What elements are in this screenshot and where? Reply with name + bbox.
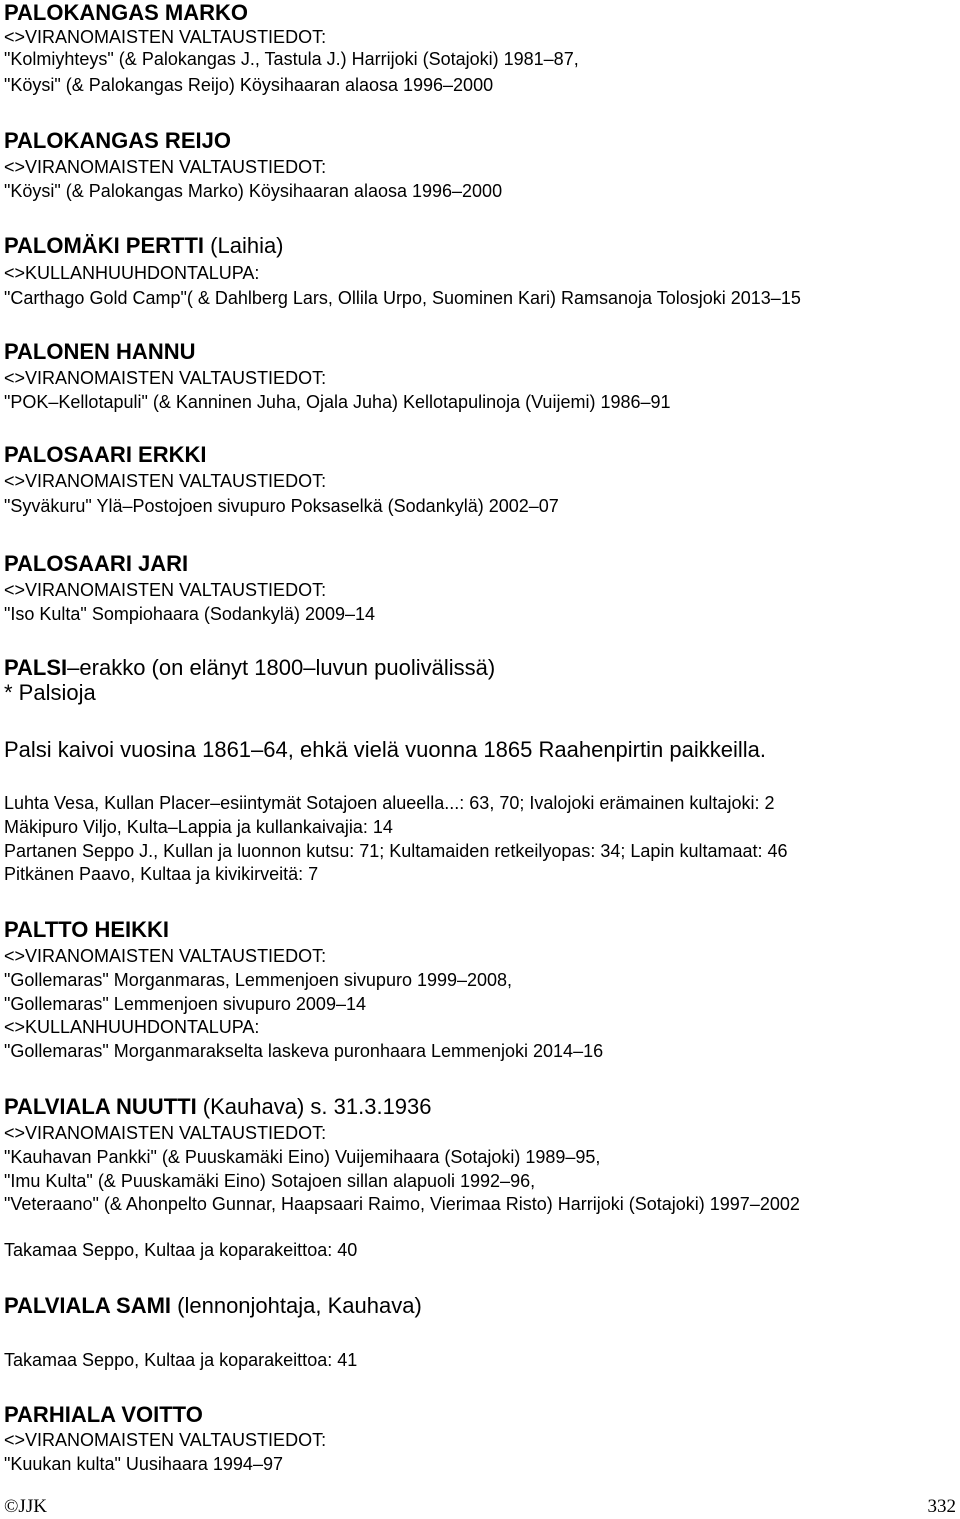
entry-line bbox=[4, 840, 788, 862]
entry-name: PALSI bbox=[4, 655, 68, 680]
entry-line bbox=[4, 156, 326, 178]
entry-line bbox=[4, 26, 326, 48]
entry-text: "Köysi" (& Palokangas Marko) Köysihaaran alaosa 1996–2000 bbox=[4, 181, 503, 201]
entry-name: PALOKANGAS MARKO bbox=[4, 0, 249, 25]
entry-text: <>KULLANHUUHDONTALUPA: bbox=[4, 263, 260, 283]
entry-name: PALOSAARI JARI bbox=[4, 551, 189, 576]
entry-text: <>VIRANOMAISTEN VALTAUSTIEDOT: bbox=[4, 27, 327, 47]
entry-text: <>VIRANOMAISTEN VALTAUSTIEDOT: bbox=[4, 1430, 327, 1450]
entry-heading bbox=[4, 233, 284, 259]
entry-text: "Köysi" (& Palokangas Reijo) Köysihaaran alaosa 1996–2000 bbox=[4, 75, 494, 95]
entry-text: "Gollemaras" Morganmarakselta laskeva puronhaara Lemmenjoki 2014–16 bbox=[4, 1041, 604, 1061]
entry-text: –erakko (on elänyt 1800–luvun puolivälissä) bbox=[67, 655, 496, 680]
entry-heading bbox=[4, 655, 495, 681]
entry-text: (Kauhava) s. 31.3.1936 bbox=[196, 1094, 432, 1119]
entry-line bbox=[4, 180, 502, 202]
entry-text: * Palsioja bbox=[4, 680, 96, 705]
entry-heading bbox=[4, 1293, 422, 1319]
entry-line bbox=[4, 737, 766, 763]
entry-name: PALONEN HANNU bbox=[4, 339, 196, 364]
entry-heading bbox=[4, 917, 169, 943]
entry-heading bbox=[4, 0, 248, 26]
entry-text: <>VIRANOMAISTEN VALTAUSTIEDOT: bbox=[4, 946, 327, 966]
entry-name: PALVIALA NUUTTI bbox=[4, 1094, 197, 1119]
entry-text: Mäkipuro Viljo, Kulta–Lappia ja kullankaivajia: 14 bbox=[4, 817, 393, 837]
entry-line bbox=[4, 1016, 259, 1038]
entry-line bbox=[4, 367, 326, 389]
entry-heading bbox=[4, 1094, 432, 1120]
entry-name: PALVIALA SAMI bbox=[4, 1293, 172, 1318]
entry-line bbox=[4, 1146, 600, 1168]
entry-line bbox=[4, 48, 579, 70]
entry-line bbox=[4, 603, 375, 625]
entry-heading bbox=[4, 551, 188, 577]
entry-line bbox=[4, 287, 801, 309]
entry-text: Takamaa Seppo, Kultaa ja koparakeittoa: 41 bbox=[4, 1350, 358, 1370]
entry-line bbox=[4, 969, 512, 991]
entry-text: "Veteraano" (& Ahonpelto Gunnar, Haapsaari Raimo, Vierimaa Risto) Harrijoki (Sotajoki) 1997–2002 bbox=[4, 1194, 800, 1214]
entry-heading bbox=[4, 128, 231, 154]
entry-text: "Gollemaras" Lemmenjoen sivupuro 2009–14 bbox=[4, 994, 366, 1014]
entry-line bbox=[4, 680, 96, 706]
entry-heading bbox=[4, 442, 207, 468]
entry-line bbox=[4, 495, 559, 517]
entry-line bbox=[4, 391, 671, 413]
entry-heading bbox=[4, 339, 195, 365]
entry-line bbox=[4, 1349, 357, 1371]
entry-line bbox=[4, 1453, 283, 1475]
entry-text: (Laihia) bbox=[204, 233, 284, 258]
entry-text: "Kuukan kulta" Uusihaara 1994–97 bbox=[4, 1454, 283, 1474]
entry-line bbox=[4, 792, 774, 814]
copyright-text: ©JJK bbox=[4, 1496, 47, 1517]
entry-text: "POK–Kellotapuli" (& Kanninen Juha, Ojala Juha) Kellotapulinoja (Vuijemi) 1986–91 bbox=[4, 392, 671, 412]
entry-line bbox=[4, 945, 326, 967]
entry-name: PALOMÄKI PERTTI bbox=[4, 233, 205, 258]
page-number: 332 bbox=[927, 1496, 956, 1517]
entry-text: Takamaa Seppo, Kultaa ja koparakeittoa: 40 bbox=[4, 1240, 358, 1260]
entry-text: "Syväkuru" Ylä–Postojoen sivupuro Poksaselkä (Sodankylä) 2002–07 bbox=[4, 496, 559, 516]
entry-text: <>VIRANOMAISTEN VALTAUSTIEDOT: bbox=[4, 580, 327, 600]
entry-line bbox=[4, 816, 393, 838]
entry-text: Palsi kaivoi vuosina 1861–64, ehkä vielä vuonna 1865 Raahenpirtin paikkeilla. bbox=[4, 737, 766, 762]
entry-text: "Kolmiyhteys" (& Palokangas J., Tastula J.) Harrijoki (Sotajoki) 1981–87, bbox=[4, 49, 579, 69]
entry-line bbox=[4, 579, 326, 601]
entry-line bbox=[4, 1170, 535, 1192]
entry-text: <>VIRANOMAISTEN VALTAUSTIEDOT: bbox=[4, 368, 327, 388]
entry-line bbox=[4, 262, 259, 284]
entry-text: "Gollemaras" Morganmaras, Lemmenjoen sivupuro 1999–2008, bbox=[4, 970, 513, 990]
entry-text: Partanen Seppo J., Kullan ja luonnon kutsu: 71; Kultamaiden retkeilyopas: 34; Lapin kultamaat: 46 bbox=[4, 841, 788, 861]
entry-line bbox=[4, 863, 318, 885]
entry-name: PARHIALA VOITTO bbox=[4, 1402, 203, 1427]
entry-text: <>KULLANHUUHDONTALUPA: bbox=[4, 1017, 260, 1037]
entry-line bbox=[4, 1239, 357, 1261]
entry-line bbox=[4, 470, 326, 492]
entry-text: <>VIRANOMAISTEN VALTAUSTIEDOT: bbox=[4, 471, 327, 491]
entry-text: <>VIRANOMAISTEN VALTAUSTIEDOT: bbox=[4, 1123, 327, 1143]
entry-text: <>VIRANOMAISTEN VALTAUSTIEDOT: bbox=[4, 157, 327, 177]
entry-text: "Iso Kulta" Sompiohaara (Sodankylä) 2009–14 bbox=[4, 604, 376, 624]
entry-name: PALOSAARI ERKKI bbox=[4, 442, 207, 467]
entry-name: PALTTO HEIKKI bbox=[4, 917, 169, 942]
entry-line bbox=[4, 993, 366, 1015]
entry-text: (lennonjohtaja, Kauhava) bbox=[171, 1293, 422, 1318]
entry-line bbox=[4, 1040, 603, 1062]
entry-name: PALOKANGAS REIJO bbox=[4, 128, 231, 153]
entry-line bbox=[4, 1429, 326, 1451]
entry-text: "Carthago Gold Camp"( & Dahlberg Lars, Ollila Urpo, Suominen Kari) Ramsanoja Tolosjoki 2013–15 bbox=[4, 288, 801, 308]
entry-heading bbox=[4, 1402, 203, 1428]
page-footer bbox=[0, 1496, 960, 1518]
entry-line bbox=[4, 1122, 326, 1144]
entry-text: Pitkänen Paavo, Kultaa ja kivikirveitä: 7 bbox=[4, 864, 319, 884]
entry-text: "Kauhavan Pankki" (& Puuskamäki Eino) Vuijemihaara (Sotajoki) 1989–95, bbox=[4, 1147, 601, 1167]
entry-line bbox=[4, 1193, 800, 1215]
entry-text: "Imu Kulta" (& Puuskamäki Eino) Sotajoen sillan alapuoli 1992–96, bbox=[4, 1171, 536, 1191]
entry-text: Luhta Vesa, Kullan Placer–esiintymät Sotajoen alueella...: 63, 70; Ivalojoki erämainen kultajoki: 2 bbox=[4, 793, 775, 813]
entry-line bbox=[4, 74, 493, 96]
